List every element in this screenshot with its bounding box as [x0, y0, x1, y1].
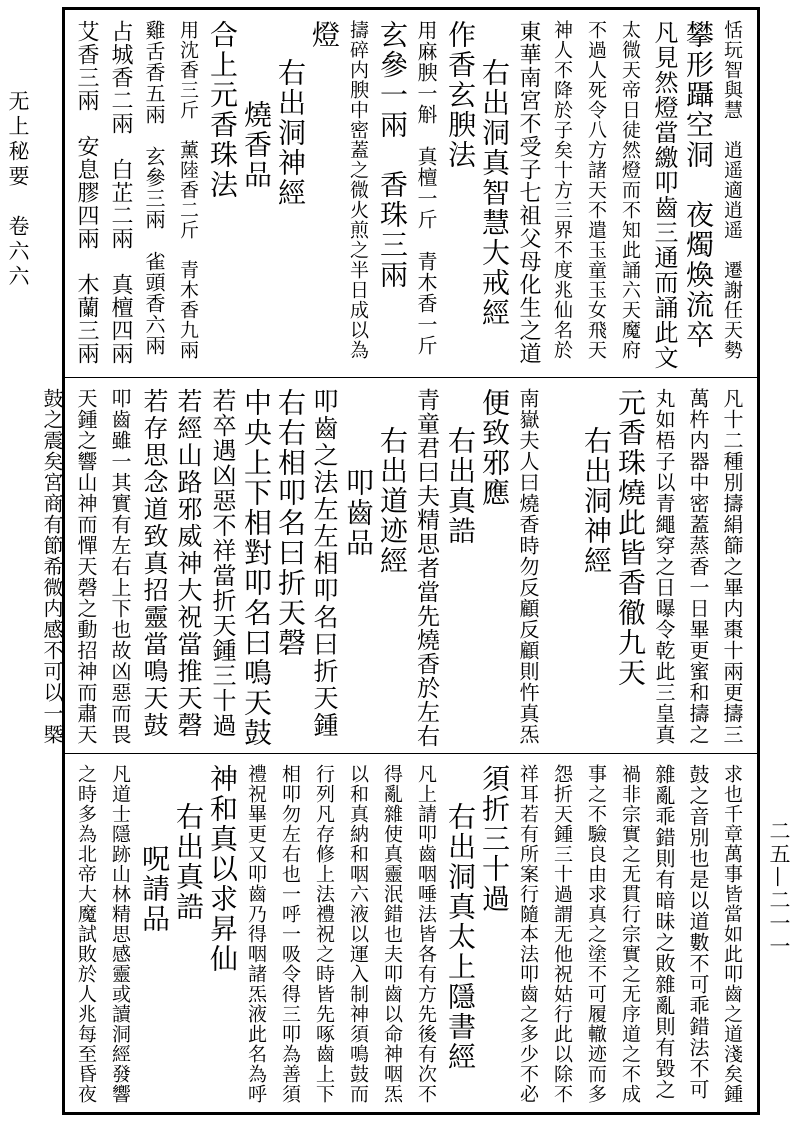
- page-number-margin: 二五—二一一: [767, 820, 791, 958]
- column-text: 右出真誥: [444, 426, 477, 546]
- column-text: 合上元香珠法: [206, 20, 239, 200]
- column-group: [69, 10, 749, 377]
- text-column: [273, 378, 307, 754]
- column-text: 若卒遇凶惡不祥當折天鍾三十過: [208, 388, 236, 738]
- text-column: [375, 10, 409, 377]
- text-column: [545, 754, 579, 1113]
- text-panel-middle: [40, 377, 757, 754]
- text-column: [103, 754, 137, 1113]
- text-column: [205, 378, 239, 754]
- column-text: 右出洞真太上隱書經: [444, 802, 477, 1072]
- column-text: 神和真以求昇仙: [206, 764, 239, 974]
- text-column: [613, 10, 647, 377]
- text-column: [341, 754, 375, 1113]
- column-text: 凡十二種別擣絹篩之畢内棗十兩更擣三: [720, 388, 744, 745]
- column-text: 鼓之震矣宮商有節希微内感不可以一槩: [40, 388, 64, 745]
- text-column: [715, 378, 749, 754]
- column-text: 若經山路邪威神大祝當推天磬: [174, 388, 203, 739]
- column-text: 玄參一兩 香珠三兩: [376, 20, 409, 290]
- text-column: [307, 754, 341, 1113]
- column-text: 元香珠燒此皆香徹九天: [614, 388, 647, 688]
- column-text: 叩齒品: [342, 468, 375, 558]
- text-column: [443, 754, 477, 1113]
- text-column: [69, 378, 103, 754]
- text-column: [443, 10, 477, 377]
- text-column: [579, 378, 613, 754]
- text-column: [273, 10, 307, 377]
- column-text: 燒香品: [240, 100, 273, 190]
- text-column: [375, 378, 409, 754]
- text-column: [409, 10, 443, 377]
- column-text: 凡道士隱跡山林精思感靈或讀洞經發響: [109, 764, 131, 1104]
- text-column: [681, 10, 715, 377]
- text-column: [613, 378, 647, 754]
- column-text: 右出洞神經: [580, 426, 613, 576]
- column-text: 凡上請叩齒咽唾法皆各有方先後有次不: [415, 764, 437, 1104]
- column-group: [35, 378, 749, 754]
- column-text: 須折三十過: [478, 764, 511, 914]
- text-column: [715, 10, 749, 377]
- column-text: 禮祝畢更又叩齒乃得咽諸炁液此名為呼: [245, 764, 267, 1104]
- column-text: 相叩勿左右也一呼一吸令得三叩為善須: [279, 764, 301, 1104]
- text-column: [171, 378, 205, 754]
- column-text: 怨折天鍾三十過謂无他祝姑行此以除不: [551, 764, 573, 1104]
- text-column: [69, 754, 103, 1113]
- text-column: [205, 10, 239, 377]
- text-column: [443, 378, 477, 754]
- text-column: [137, 10, 171, 377]
- text-column: [137, 754, 171, 1113]
- column-text: 右出洞真智慧大戒經: [478, 58, 511, 328]
- column-text: 鼓之音別也是以道數不可乖錯法不可: [686, 764, 710, 1100]
- column-text: 祥耳若有所案行隨本法叩齒之多少不必: [517, 764, 539, 1104]
- text-column: [681, 378, 715, 754]
- text-column: [239, 754, 273, 1113]
- column-text: 右右相叩名曰折天磬: [274, 388, 307, 658]
- text-column: [613, 754, 647, 1113]
- text-column: [477, 754, 511, 1113]
- column-text: 擣碎内腴中密蓋之微火煎之半日成以為: [347, 20, 369, 360]
- text-column: [681, 754, 715, 1113]
- column-text: 用沈香三斤 薰陸香二斤 青木香九兩: [177, 20, 199, 360]
- text-column: [103, 378, 137, 754]
- text-column: [341, 10, 375, 377]
- text-column: [341, 378, 375, 754]
- column-text: 右出道迹經: [376, 426, 409, 576]
- text-column: [375, 754, 409, 1113]
- column-text: 不過人死令八方諸天不遣玉童玉女飛天: [585, 20, 607, 360]
- text-column: [579, 754, 613, 1113]
- text-column: [239, 10, 273, 377]
- column-text: 太微天帝日徒然燈而不知此誦六天魔府: [619, 20, 641, 360]
- column-text: 之時多為北帝大魔試敗於人兆每至昏夜: [75, 764, 97, 1104]
- column-text: 若存思念道致真招靈當鳴天鼓: [140, 388, 169, 739]
- column-text: 行列凡存修上法禮祝之時皆先啄齒上下: [313, 764, 335, 1104]
- text-column: [647, 754, 681, 1113]
- column-text: 燈: [308, 20, 341, 50]
- text-column: [239, 378, 273, 754]
- text-panel-bottom: [65, 753, 757, 1113]
- text-column: [579, 10, 613, 377]
- column-text: 中央上下相對叩名曰鳴天鼓: [240, 388, 273, 748]
- text-column: [137, 378, 171, 754]
- column-group: [69, 754, 749, 1113]
- text-column: [171, 10, 205, 377]
- text-column: [477, 10, 511, 377]
- text-column: [409, 378, 443, 754]
- text-column: [307, 378, 341, 754]
- text-column: [69, 10, 103, 377]
- column-text: 禍非宗實之无貫行宗實之无序道之不成: [619, 764, 641, 1104]
- column-text: 雞舌香五兩 玄參三兩 雀頭香六兩: [142, 20, 166, 356]
- column-text: 東華南宮不受子七祖父母化生之道: [516, 20, 541, 365]
- text-column: [511, 10, 545, 377]
- text-column: [103, 10, 137, 377]
- text-column: [511, 378, 545, 754]
- column-text: 得亂雜使真靈泯錯也夫叩齒以命神咽炁: [381, 764, 403, 1104]
- column-text: 丸如梧子以青繩穿之日曝令乾此三皇真: [652, 388, 676, 745]
- column-text: 南嶽夫人曰燒香時勿反顧反顧則忤真炁: [516, 388, 540, 745]
- column-text: 叩齒雖一其實有左右上下也故凶惡而畏: [108, 388, 132, 745]
- column-text: 占城香二兩 白芷二兩 真檀四兩: [108, 20, 133, 365]
- book-title-margin: 无上秘要 卷六六: [6, 90, 30, 290]
- column-text: 右出洞神經: [274, 58, 307, 208]
- column-text: 天鍾之響山神而憚天磬之動招神而肅天: [74, 388, 98, 745]
- column-text: 雜亂乖錯則有暗昧之敗雜亂則有毀之: [652, 764, 676, 1100]
- text-column: [409, 754, 443, 1113]
- text-column: [35, 378, 69, 754]
- text-column: [715, 754, 749, 1113]
- text-column: [307, 10, 341, 377]
- column-text: 攀形躡空洞 夜燭煥流卒: [682, 20, 715, 350]
- column-text: 凡見然燈當繳叩齒三通而誦此文: [650, 20, 678, 370]
- column-text: 用麻腴一斛 真檀一斤 青木香一斤: [414, 20, 438, 356]
- text-column: [545, 10, 579, 377]
- column-text: 艾香三兩 安息膠四兩 木蘭三兩: [74, 20, 99, 365]
- column-text: 作香玄腴法: [444, 20, 477, 170]
- text-column: [171, 754, 205, 1113]
- text-column: [205, 754, 239, 1113]
- column-text: 青童君曰夫精思者當先燒香於左右: [413, 388, 439, 748]
- column-text: 以和真納和咽六液以運入制神須鳴鼓而: [347, 764, 369, 1104]
- text-column: [477, 378, 511, 754]
- page-frame: [40, 7, 760, 1115]
- column-text: 叩齒之法左左相叩名曰折天鍾: [310, 388, 339, 739]
- column-text: 求也千章萬事皆當如此叩齒之道淺矣鍾: [721, 764, 743, 1104]
- column-text: 事之不驗良由求真之塗不可履轍迹而多: [585, 764, 607, 1104]
- text-column: [647, 10, 681, 377]
- column-text: 便致邪應: [478, 388, 511, 508]
- column-text: 右出真誥: [172, 802, 205, 922]
- text-column: [511, 754, 545, 1113]
- column-text: 恬玩智與慧 逍遥適逍遥 遷謝任天勢: [721, 20, 743, 360]
- text-column: [647, 378, 681, 754]
- text-column: [545, 378, 579, 754]
- column-text: 神人不降於子矣十方三界不度兆仙名於: [551, 20, 573, 360]
- text-panel-top: [65, 10, 757, 377]
- text-column: [273, 754, 307, 1113]
- column-text: 萬杵内器中密蓋蒸香一日畢更蜜和擣之: [686, 388, 710, 745]
- column-text: 呪請品: [138, 844, 171, 934]
